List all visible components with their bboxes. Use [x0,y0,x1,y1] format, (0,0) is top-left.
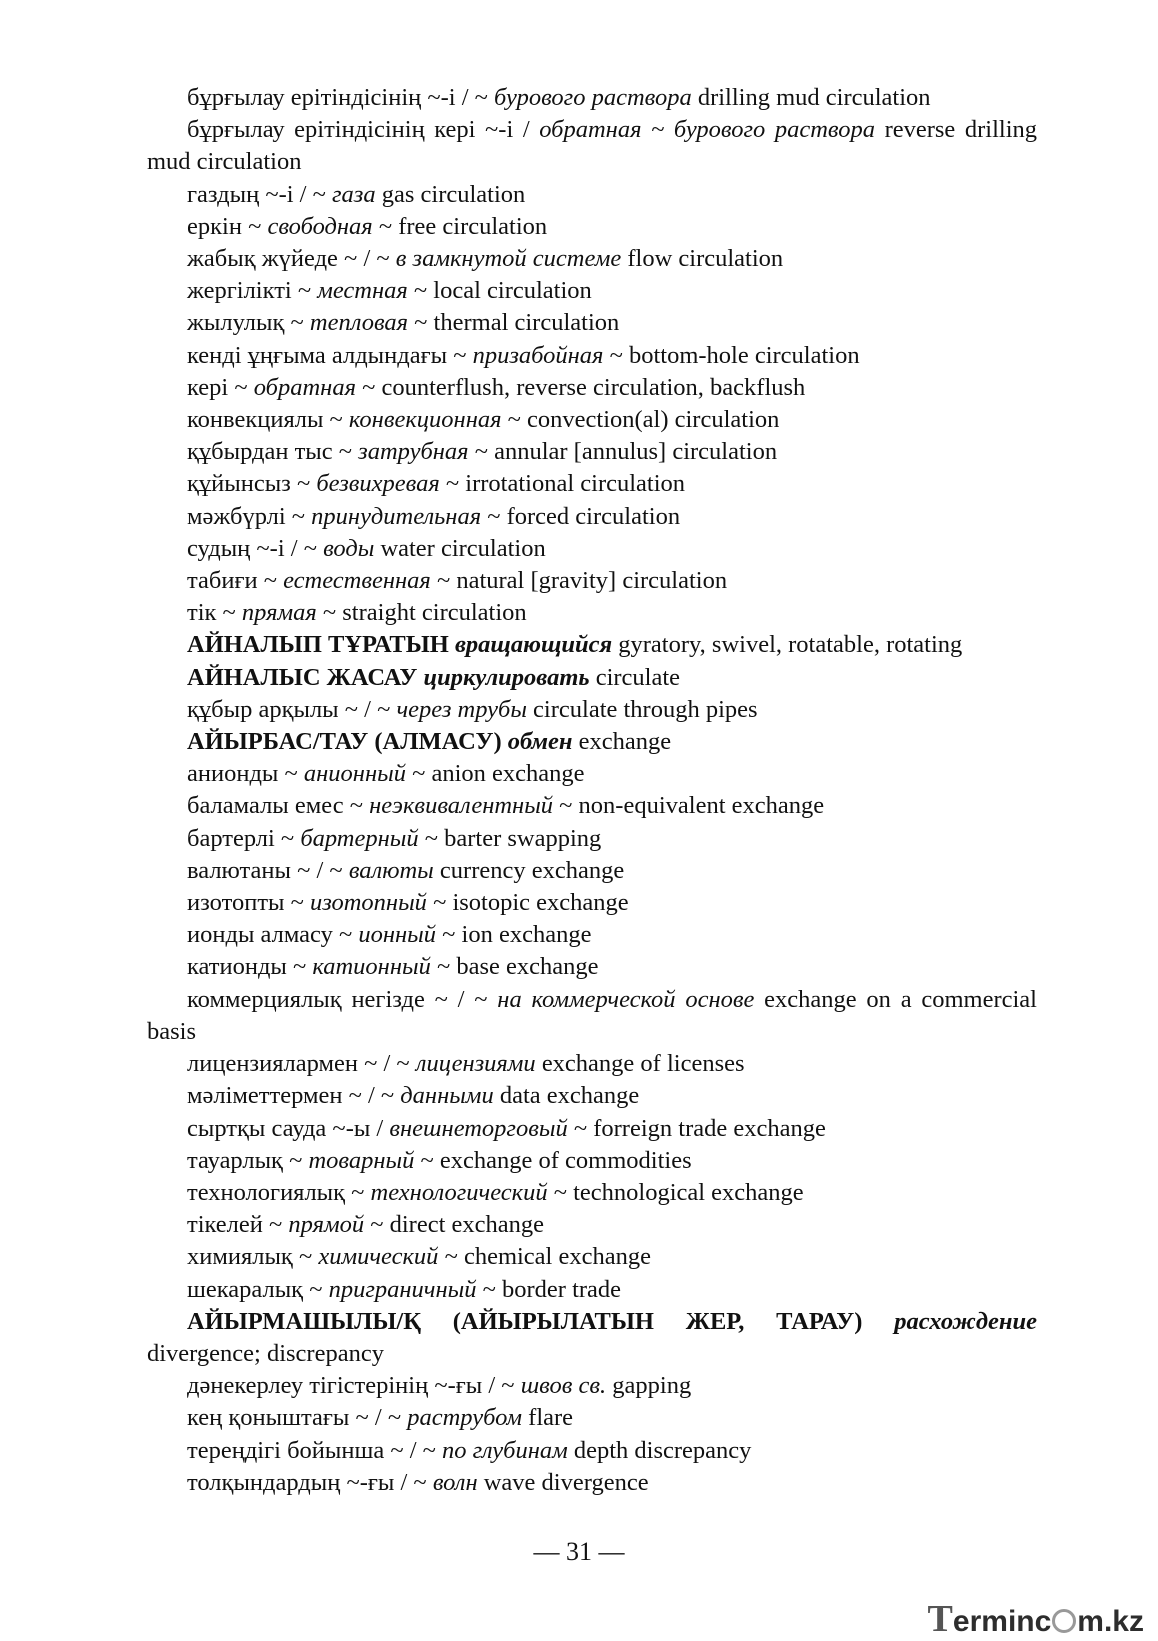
russian-term: валюты [348,856,434,884]
russian-term: химический [318,1243,439,1271]
dictionary-entry [147,758,1037,790]
headword: АЙНАЛЫС ЖАСАУ [187,663,424,691]
dictionary-entry [147,1370,1037,1402]
dictionary-entry [147,565,1037,597]
russian-term: через трубы [396,695,527,723]
entry-text: divergence; discrepancy [147,1339,384,1367]
russian-term: катионный [312,953,431,981]
dictionary-entry [147,1306,1037,1370]
entry-text: валютаны ~ / ~ [187,856,349,884]
russian-term: естественная [283,567,431,595]
russian-term: обратная [253,373,356,401]
entry-text: коммерциялық негізде ~ / ~ [187,985,498,1013]
dictionary-entry [147,82,1037,114]
entry-text: жылулық ~ [187,309,310,337]
entry-text: химиялық ~ [187,1243,319,1271]
entry-text: шекаралық ~ [187,1275,329,1303]
dictionary-entry [147,1177,1037,1209]
entry-text: ~ annular [annulus] circulation [468,438,778,466]
dictionary-entry [147,887,1037,919]
entry-text: лицензиялармен ~ / ~ [187,1050,416,1078]
watermark-letter-t: T [927,1598,953,1640]
entry-text: кенді ұңғыма алдындағы ~ [187,341,473,369]
russian-term: приграничный [328,1275,477,1303]
entry-text: жергілікті ~ [187,277,318,305]
dictionary-entry [147,1241,1037,1273]
entry-text: circulate through pipes [526,695,758,723]
russian-term: на коммерческой основе [497,985,755,1013]
russian-term: анионный [303,760,406,788]
dictionary-entry [147,114,1037,178]
watermark-text: erminc [952,1605,1052,1638]
dictionary-entry [147,662,1037,694]
dictionary-entry [147,501,1037,533]
entry-text: ~ bottom-hole circulation [603,341,860,369]
entry-text: толқындардың ~-ғы / ~ [187,1468,433,1496]
entry-text: ~ technological exchange [547,1178,804,1206]
russian-term: прямой [288,1211,365,1239]
entry-text: тік ~ [187,599,242,627]
dictionary-page [147,82,1037,1499]
russian-term: затрубная [358,438,469,466]
dictionary-entry [147,1113,1037,1145]
entry-text: тауарлық ~ [187,1146,309,1174]
russian-term: прямая [241,599,317,627]
headword-russian: циркулировать [423,663,590,691]
dictionary-entry [147,790,1037,822]
entry-text: gas circulation [375,180,526,208]
watermark-domain: m.kz [1077,1605,1144,1638]
headword: АЙЫРМАШЫЛЫ/Қ (АЙЫРЫЛАТЫН ЖЕР, ТАРАУ) [187,1307,895,1335]
entry-text: water circulation [374,534,546,562]
entry-text: ~ ion exchange [436,921,592,949]
headword-russian: обмен [507,728,573,756]
russian-term: по глубинам [442,1436,568,1464]
entry-text: баламалы емес ~ [187,792,370,820]
dictionary-entry [147,726,1037,758]
headword-russian: вращающийся [454,631,613,659]
dictionary-entry [147,243,1037,275]
entry-text: ~ free circulation [372,212,548,240]
entry-text: анионды ~ [187,760,304,788]
headword-russian: расхождение [894,1307,1037,1335]
entry-text: дәнекерлеу тігістерінің ~-ғы / ~ [187,1372,521,1400]
russian-term: призабойная [472,341,604,369]
entry-text: сыртқы сауда ~-ы / [187,1114,390,1142]
dictionary-entry [147,1274,1037,1306]
dictionary-entry [147,1209,1037,1241]
entry-text: ~ barter swapping [418,824,602,852]
russian-term: безвихревая [316,470,440,498]
entry-text: ~ forreign trade exchange [567,1114,826,1142]
russian-term: бартерный [300,824,419,852]
entry-text: газдың ~-і / ~ [187,180,332,208]
dictionary-entry [147,1435,1037,1467]
entry-text: жабық жүйеде ~ / ~ [187,245,396,273]
entry-text: конвекциялы ~ [187,406,349,434]
entry-text: ~ natural [gravity] circulation [430,567,728,595]
dictionary-entry [147,1080,1037,1112]
russian-term: тепловая [309,309,409,337]
dictionary-entry [147,629,1037,661]
dictionary-entry [147,533,1037,565]
russian-term: конвекционная [348,406,502,434]
entry-text: мәліметтермен ~ / ~ [187,1082,401,1110]
entry-text: судың ~-і / ~ [187,534,324,562]
dictionary-entry [147,307,1037,339]
entry-text: flow circulation [621,245,784,273]
entry-text: ~ isotopic exchange [426,889,629,917]
entry-text: reverse drilling mud circulation [147,116,1038,176]
dictionary-entry [147,1048,1037,1080]
russian-term: технологический [370,1178,548,1206]
entry-text: кері ~ [187,373,254,401]
dictionary-entry [147,919,1037,951]
entry-text: gyratory, swivel, rotatable, rotating [612,631,963,659]
dictionary-entry [147,1402,1037,1434]
entry-text: exchange on a commercial basis [147,985,1037,1045]
entry-text: ~ exchange of commodities [414,1146,692,1174]
dictionary-entry [147,468,1037,500]
entry-text: drilling mud circulation [691,84,931,111]
entry-text: бұрғылау ерітіндісінің ~-і / ~ [187,84,495,111]
russian-term: в замкнутой системе [395,245,622,273]
dictionary-entry [147,179,1037,211]
dictionary-entry [147,823,1037,855]
entry-text: изотопты ~ [187,889,310,917]
entry-text: бұрғылау ерітіндісінің кері ~-і / [187,116,540,144]
page-number: — 31 — [533,1537,625,1566]
entry-text: ~ local circulation [407,277,592,305]
russian-term: обратная ~ бурового раствора [539,116,875,144]
russian-term: ионный [358,921,437,949]
headword: АЙЫРБАС/ТАУ (АЛМАСУ) [187,728,508,756]
dictionary-entry [147,855,1037,887]
russian-term: свободная [267,212,373,240]
russian-term: местная [317,277,408,305]
headword: АЙНАЛЫП ТҰРАТЫН [187,631,455,659]
entry-text: ~ forced circulation [481,502,681,530]
entry-text: depth discrepancy [567,1436,752,1464]
dictionary-entry [147,951,1037,983]
dictionary-entry [147,275,1037,307]
dictionary-entry [147,372,1037,404]
entry-text: ~ counterflush, reverse circulation, backflush [355,373,806,401]
dictionary-entry [147,404,1037,436]
russian-term: воды [323,534,375,562]
russian-term: волн [432,1468,478,1496]
russian-term: раструбом [407,1404,523,1432]
entry-text: data exchange [493,1082,640,1110]
dictionary-entry [147,436,1037,468]
dictionary-entry [147,694,1037,726]
entry-text: құйынсыз ~ [187,470,317,498]
entry-text: ~ anion exchange [405,760,585,788]
entry-text: ~ chemical exchange [438,1243,651,1271]
russian-term: лицензиями [415,1050,536,1078]
russian-term: бурового раствора [494,84,692,111]
russian-term: швов св. [520,1372,607,1400]
entry-text: exchange of licenses [535,1050,745,1078]
entry-text: еркін ~ [187,212,268,240]
entry-text: ~ border trade [476,1275,622,1303]
entry-text: құбырдан тыс ~ [187,438,359,466]
site-watermark-logo [927,1597,1144,1640]
russian-term: данными [400,1082,494,1110]
dictionary-entry [147,211,1037,243]
entry-text: ~ irrotational circulation [439,470,686,498]
entry-text: flare [522,1404,574,1432]
entry-text: құбыр арқылы ~ / ~ [187,695,397,723]
entry-text: ионды алмасу ~ [187,921,359,949]
entry-text: circulate [589,663,681,691]
russian-term: принудительная [311,502,482,530]
entry-text: wave divergence [477,1468,649,1496]
entry-text: exchange [572,728,672,756]
entry-text: ~ direct exchange [364,1211,545,1239]
entry-text: ~ non-equivalent exchange [553,792,825,820]
russian-term: товарный [308,1146,415,1174]
entry-text: ~ straight circulation [316,599,527,627]
entry-text: кең қоныштағы ~ / ~ [187,1404,408,1432]
dictionary-entry [147,984,1037,1048]
entry-text: ~ thermal circulation [408,309,620,337]
entry-text: технологиялық ~ [187,1178,371,1206]
dictionary-entry [147,597,1037,629]
russian-term: изотопный [310,889,427,917]
dictionary-entry [147,340,1037,372]
entry-text: бартерлі ~ [187,824,301,852]
russian-term: неэквивалентный [369,792,554,820]
entry-text: gapping [606,1372,692,1400]
entry-text: currency exchange [433,856,625,884]
entry-text: тікелей ~ [187,1211,289,1239]
entry-text: табиғи ~ [187,567,284,595]
dictionary-entry [147,1145,1037,1177]
magnifier-icon [1052,1609,1076,1633]
entry-text: катионды ~ [187,953,313,981]
russian-term: газа [331,180,376,208]
entry-text: мәжбүрлі ~ [187,502,312,530]
entry-text: тереңдігі бойынша ~ / ~ [187,1436,443,1464]
entry-text: ~ base exchange [430,953,599,981]
russian-term: внешнеторговый [389,1114,568,1142]
entry-text: ~ convection(al) circulation [501,406,780,434]
dictionary-entry [147,1467,1037,1499]
